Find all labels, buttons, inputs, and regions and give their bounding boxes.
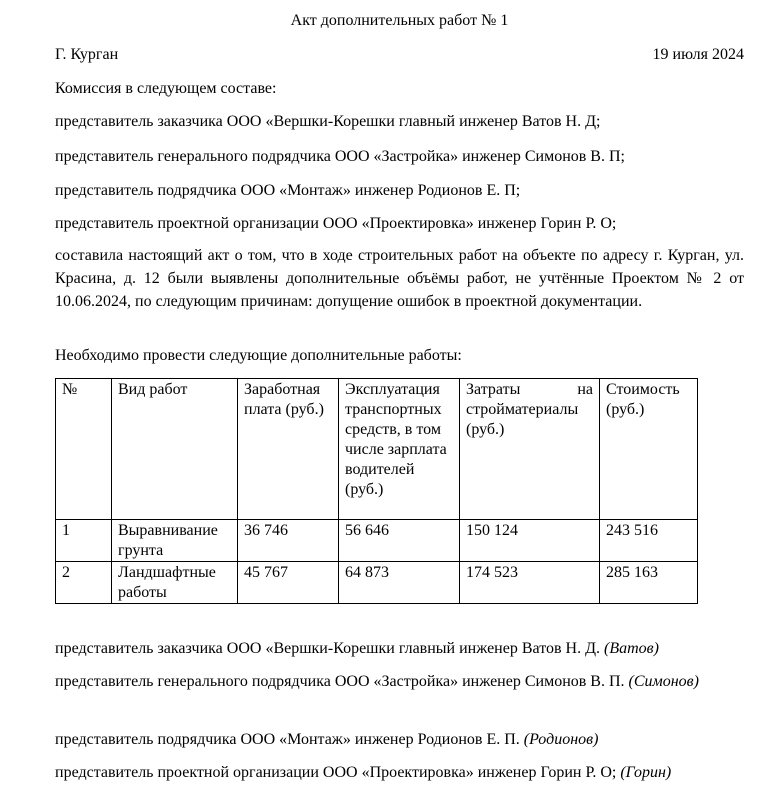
header-cost: Стоимость (руб.) [600, 379, 698, 520]
signature-text: представитель генерального подрядчика ООО «Застройка» инженер Симонов В. П. [55, 673, 625, 690]
works-table [55, 378, 698, 604]
table-row [56, 520, 698, 562]
signature-mark: (Горин) [620, 764, 672, 781]
document-title: Акт дополнительных работ № 1 [290, 12, 509, 29]
cell-cost: 243 516 [600, 520, 698, 562]
cell-salary: 36 746 [238, 520, 339, 562]
header-transport: Эксплуатация транспортных средств, в том числе зарплата водителей (руб.) [339, 379, 460, 520]
cell-cost: 285 163 [600, 562, 698, 604]
member-contractor: представитель подрядчика ООО «Монтаж» инженер Родионов Е. П; [55, 182, 521, 199]
city: Г. Курган [55, 46, 119, 63]
signature-mark: (Ватов) [604, 640, 659, 657]
cell-salary: 45 767 [238, 562, 339, 604]
signature-mark: (Родионов) [523, 731, 599, 748]
member-general-contractor: представитель генерального подрядчика ООО «Застройка» инженер Симонов В. П; [55, 148, 625, 165]
member-design-org: представитель проектной организации ООО «Проектировка» инженер Горин Р. О; [55, 215, 617, 232]
cell-transport: 64 873 [339, 562, 460, 604]
cell-materials: 150 124 [460, 520, 600, 562]
cell-work-type: Выравнивание грунта [112, 520, 238, 562]
header-number: № [56, 379, 112, 520]
signature-contractor [55, 730, 744, 750]
header-materials: Затраты на стройматериалы (руб.) [460, 379, 600, 520]
signature-design-org [55, 763, 744, 783]
cell-materials: 174 523 [460, 562, 600, 604]
statement-paragraph: составила настоящий акт о том, что в ходе строительных работ на объекте по адресу г. Курган, ул. Красина, д. 12 были выявлены дополнительные объёмы работ, не учтённые Проектом № 2 от 10.06.2024, по следующим причинам: допущение ошибок в проектной документации. [55, 247, 744, 310]
cell-number: 1 [56, 520, 112, 562]
table-header-row [56, 379, 698, 520]
cell-number: 2 [56, 562, 112, 604]
cell-transport: 56 646 [339, 520, 460, 562]
signature-text: представитель проектной организации ООО «Проектировка» инженер Горин Р. О; [55, 764, 617, 781]
commission-intro: Комиссия в следующем составе: [55, 80, 277, 97]
signature-general-contractor [55, 671, 744, 693]
table-intro: Необходимо провести следующие дополнительные работы: [55, 347, 462, 364]
signature-text: представитель заказчика ООО «Вершки-Корешки главный инженер Ватов Н. Д. [55, 640, 600, 657]
signature-mark: (Симонов) [628, 673, 699, 690]
signature-customer [55, 639, 744, 659]
member-customer: представитель заказчика ООО «Вершки-Корешки главный инженер Ватов Н. Д; [55, 113, 601, 130]
city-date-line [55, 45, 744, 65]
date: 19 июля 2024 [652, 46, 744, 63]
table-row [56, 562, 698, 604]
signature-text: представитель подрядчика ООО «Монтаж» инженер Родионов Е. П. [55, 731, 520, 748]
cell-work-type: Ландшафтные работы [112, 562, 238, 604]
header-salary: Заработная плата (руб.) [238, 379, 339, 520]
header-work-type: Вид работ [112, 379, 238, 520]
